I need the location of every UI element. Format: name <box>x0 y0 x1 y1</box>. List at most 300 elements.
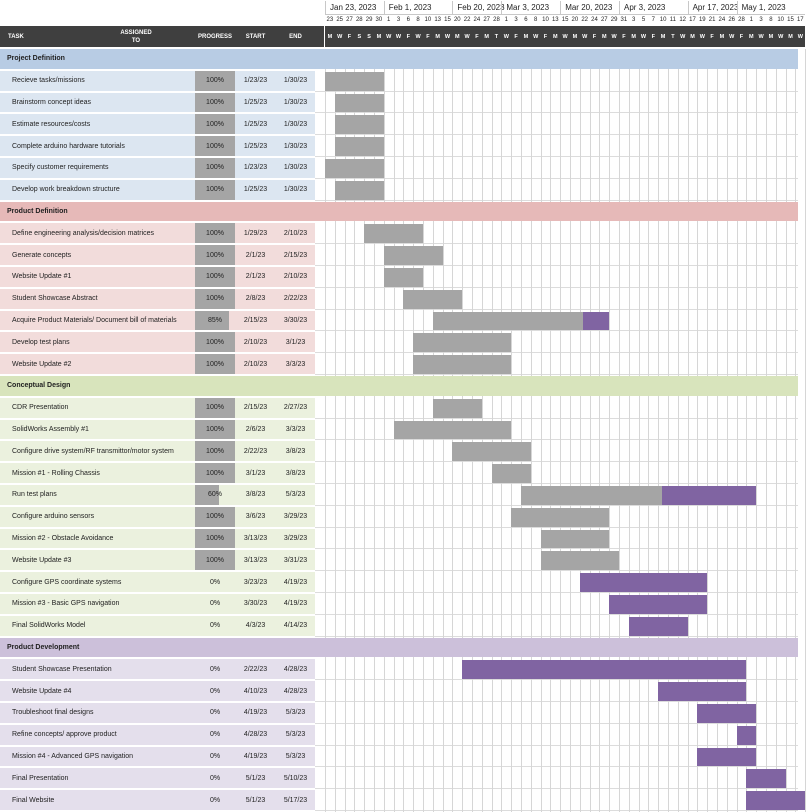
progress-value[interactable]: 100% <box>206 338 224 346</box>
task-name[interactable]: Configure drive system/RF transmittor/motor system <box>12 447 174 455</box>
end-date[interactable]: 3/8/23 <box>285 469 306 477</box>
date-number: 3 <box>396 17 401 23</box>
grid-line <box>315 156 798 157</box>
end-date[interactable]: 3/3/23 <box>285 425 306 433</box>
end-date[interactable]: 1/30/23 <box>283 98 308 106</box>
date-number: 6 <box>406 17 410 23</box>
date-number: 15 <box>444 17 451 23</box>
date-number: 3 <box>632 17 636 23</box>
date-number: 27 <box>483 17 491 23</box>
date-number: 17 <box>796 17 804 23</box>
gantt-bar-complete[interactable] <box>335 94 384 113</box>
grid-column-line <box>619 49 620 812</box>
grid-line <box>315 374 798 375</box>
weekday-letter: M <box>768 34 774 40</box>
progress-value[interactable]: 100% <box>206 425 224 433</box>
start-date[interactable]: 1/25/23 <box>243 98 268 106</box>
date-number: 7 <box>651 17 655 23</box>
weekday-letter: M <box>484 34 489 40</box>
grid-line <box>315 91 798 92</box>
date-number: 22 <box>463 17 471 23</box>
gantt-bar-complete[interactable] <box>384 246 443 265</box>
gantt-bar-complete[interactable] <box>335 181 384 200</box>
grid-line <box>315 527 798 528</box>
progress-value[interactable]: 0% <box>209 774 221 782</box>
weekday-letter: W <box>533 34 539 40</box>
date-number: 24 <box>718 17 726 23</box>
weekday-letter: W <box>640 34 647 40</box>
task-name[interactable]: Final Website <box>12 796 55 804</box>
grid-column-line <box>629 49 630 812</box>
start-date[interactable]: 2/22/23 <box>243 447 268 455</box>
end-date[interactable]: 2/27/23 <box>283 404 308 412</box>
start-date[interactable]: 5/1/23 <box>245 796 266 804</box>
gantt-bar-complete[interactable] <box>413 333 511 352</box>
end-date[interactable]: 3/3/23 <box>285 360 306 368</box>
weekday-letter: M <box>660 34 666 40</box>
progress-value[interactable]: 60% <box>207 491 222 499</box>
weekday-letter: M <box>690 34 695 40</box>
end-date[interactable]: 5/17/23 <box>283 796 308 804</box>
progress-value[interactable]: 100% <box>206 360 224 368</box>
start-date[interactable]: 2/10/23 <box>243 360 268 368</box>
progress-value[interactable]: 100% <box>206 534 224 542</box>
grid-column-line <box>531 49 532 812</box>
month-label: Feb 20, 2023 <box>452 1 501 15</box>
task-name[interactable]: Estimate resources/costs <box>12 120 91 128</box>
start-date[interactable]: 2/8/23 <box>245 295 266 303</box>
end-date[interactable]: 1/30/23 <box>283 77 308 85</box>
progress-value[interactable]: 0% <box>209 622 221 630</box>
gantt-bar-complete[interactable] <box>433 312 583 331</box>
progress-value[interactable]: 100% <box>206 556 224 564</box>
weekday-letter: F <box>475 34 479 40</box>
date-number: 10 <box>777 17 785 23</box>
date-number: 15 <box>561 17 569 23</box>
weekday-letter: M <box>748 34 754 40</box>
start-date[interactable]: 1/25/23 <box>243 120 268 128</box>
gantt-bar-complete[interactable] <box>452 442 530 461</box>
start-date[interactable]: 2/1/23 <box>245 273 266 281</box>
start-date[interactable]: 4/10/23 <box>243 687 268 695</box>
gantt-bar-complete[interactable] <box>394 421 512 440</box>
progress-value[interactable]: 100% <box>206 186 224 194</box>
gantt-bar-complete[interactable] <box>335 137 384 156</box>
start-date[interactable]: 2/15/23 <box>243 404 268 412</box>
date-number: 25 <box>336 17 344 23</box>
month-label: May 1, 2023 <box>737 1 806 15</box>
weekday-letter: F <box>739 34 744 40</box>
task-name[interactable]: Mission #1 - Rolling Chassis <box>12 469 100 477</box>
end-date[interactable]: 5/10/23 <box>283 774 308 782</box>
grid-line <box>315 679 798 680</box>
start-date[interactable]: 4/28/23 <box>243 731 268 739</box>
weekday-letter: F <box>651 34 655 40</box>
weekday-letter: F <box>514 34 518 40</box>
month-label: Mar 3, 2023 <box>501 1 560 15</box>
grid-column-line <box>648 49 649 812</box>
start-date[interactable]: 5/1/23 <box>245 774 266 782</box>
weekday-letter: W <box>444 34 451 40</box>
weekday-letter: M <box>552 34 558 40</box>
task-name[interactable]: Website Update #2 <box>12 360 72 368</box>
task-name[interactable]: Website Update #3 <box>12 556 72 564</box>
start-date[interactable]: 1/23/23 <box>243 164 268 172</box>
progress-value[interactable]: 100% <box>206 469 224 477</box>
weekday-letter: M <box>376 34 382 40</box>
weekday-letter: M <box>327 34 333 40</box>
grid-column-line <box>560 49 561 812</box>
weekday-letter: W <box>582 34 588 40</box>
section-header[interactable]: Conceptual Design <box>0 376 798 396</box>
progress-value[interactable]: 0% <box>209 578 221 586</box>
weekday-letter: M <box>435 34 440 40</box>
date-number: 28 <box>493 17 500 23</box>
task-name[interactable]: Mission #4 - Advanced GPS navigation <box>12 752 134 760</box>
task-name[interactable]: Configure GPS coordinate systems <box>12 578 122 586</box>
date-number: 11 <box>669 17 677 23</box>
weekday-letter: M <box>719 34 725 40</box>
end-date[interactable]: 4/19/23 <box>283 578 308 586</box>
start-date[interactable]: 1/25/23 <box>243 142 268 150</box>
weekday-letter: F <box>347 34 352 40</box>
weekday-letter: M <box>572 34 578 40</box>
grid-column-line <box>541 49 542 812</box>
weekday-letter: F <box>406 34 410 40</box>
progress-value[interactable]: 0% <box>209 709 221 717</box>
end-date[interactable]: 3/31/23 <box>283 556 308 564</box>
date-number: 26 <box>728 17 736 23</box>
grid-line <box>315 418 798 419</box>
header-end: END <box>276 26 315 47</box>
date-number: 28 <box>738 17 745 23</box>
end-date[interactable]: 3/30/23 <box>283 316 308 324</box>
grid-line <box>315 352 798 353</box>
start-date[interactable]: 4/19/23 <box>243 752 268 760</box>
end-date[interactable]: 5/3/23 <box>285 731 306 739</box>
grid-line <box>315 287 798 288</box>
date-number: 21 <box>708 17 716 23</box>
grid-column-line <box>580 49 581 812</box>
month-label: Mar 20, 2023 <box>560 1 619 15</box>
date-number: 30 <box>375 17 383 23</box>
end-date[interactable]: 4/19/23 <box>283 600 308 608</box>
weekday-letter: F <box>592 34 597 40</box>
month-label: Jan 23, 2023 <box>325 1 384 15</box>
header-progress: PROGRESS <box>195 26 235 47</box>
gantt-bar-complete[interactable] <box>541 530 610 549</box>
grid-line <box>315 178 798 179</box>
progress-value[interactable]: 100% <box>206 404 224 412</box>
gantt-bar-complete[interactable] <box>403 290 462 309</box>
date-number: 24 <box>591 17 598 23</box>
weekday-letter: M <box>631 34 636 40</box>
grid-line <box>315 483 798 484</box>
grid-column-line <box>384 49 385 812</box>
grid-line <box>315 200 798 201</box>
section-header[interactable]: Product Definition <box>0 202 798 222</box>
date-number: 27 <box>600 17 608 23</box>
weekday-letter: F <box>426 34 430 40</box>
end-date[interactable]: 2/10/23 <box>283 229 308 237</box>
grid-line <box>315 439 798 440</box>
task-name[interactable]: Run test plans <box>12 491 57 499</box>
date-number: 8 <box>534 17 538 23</box>
task-name[interactable]: Specify customer requirements <box>12 164 109 172</box>
task-name[interactable]: Mission #3 - Basic GPS navigation <box>12 600 120 608</box>
progress-value[interactable]: 100% <box>206 513 224 521</box>
end-date[interactable]: 2/22/23 <box>283 295 308 303</box>
month-label: Apr 3, 2023 <box>619 1 688 15</box>
header-assigned-to: ASSIGNED TO <box>118 27 154 46</box>
date-number: 29 <box>610 17 618 23</box>
grid-line <box>315 505 798 506</box>
weekday-letter: F <box>622 34 626 40</box>
weekday-letter: T <box>494 34 499 40</box>
progress-value[interactable]: 0% <box>209 600 221 608</box>
grid-line <box>315 548 798 549</box>
grid-line <box>315 701 798 702</box>
grid-column-line <box>550 49 551 812</box>
date-number: 24 <box>473 17 481 23</box>
end-date[interactable]: 4/28/23 <box>283 665 308 673</box>
grid-column-line <box>746 49 747 812</box>
end-date[interactable]: 5/3/23 <box>285 491 306 499</box>
start-date[interactable]: 4/19/23 <box>243 709 268 717</box>
grid-column-line <box>786 49 787 812</box>
gantt-bar-remaining[interactable] <box>580 573 707 592</box>
end-date[interactable]: 3/29/23 <box>283 513 308 521</box>
grid-line <box>315 112 798 113</box>
date-number: 8 <box>769 17 773 23</box>
gantt-bar-remaining[interactable] <box>583 312 609 331</box>
gantt-bar-complete[interactable] <box>521 486 662 505</box>
start-date[interactable]: 1/23/23 <box>243 77 268 85</box>
section-header[interactable]: Project Definition <box>0 49 798 69</box>
grid-line <box>315 461 798 462</box>
grid-column-line <box>609 49 610 812</box>
task-name[interactable]: Website Update #1 <box>12 273 72 281</box>
progress-value[interactable]: 100% <box>206 229 224 237</box>
progress-value[interactable]: 100% <box>206 295 224 303</box>
gantt-bar-remaining[interactable] <box>629 617 688 636</box>
grid-column-line <box>521 49 522 812</box>
progress-value[interactable]: 85% <box>207 316 222 324</box>
weekday-letter: W <box>562 34 568 40</box>
end-date[interactable]: 4/28/23 <box>283 687 308 695</box>
date-number: 13 <box>434 17 442 23</box>
task-name[interactable]: Final Presentation <box>12 774 69 782</box>
progress-value[interactable]: 0% <box>209 665 221 673</box>
section-header[interactable]: Product Development <box>0 638 798 658</box>
gantt-bar-remaining[interactable] <box>697 748 756 767</box>
gantt-bar-complete[interactable] <box>335 115 384 134</box>
grid-column-line <box>795 49 796 812</box>
progress-value[interactable]: 0% <box>209 731 221 739</box>
date-number: 15 <box>787 17 794 23</box>
grid-column-line <box>776 49 777 812</box>
task-name[interactable]: Brainstorm concept ideas <box>12 98 91 106</box>
grid-column-line <box>590 49 591 812</box>
gantt-bar-remaining[interactable] <box>746 769 785 788</box>
weekday-letter: W <box>729 34 735 40</box>
progress-value[interactable]: 100% <box>206 273 224 281</box>
task-name[interactable]: Website Update #4 <box>12 687 72 695</box>
date-number: 12 <box>679 17 687 23</box>
date-number: 10 <box>659 17 667 23</box>
progress-value[interactable]: 100% <box>206 120 224 128</box>
month-label: Apr 17, 2023 <box>688 1 737 15</box>
grid-column-line <box>599 49 600 812</box>
gantt-bar-complete[interactable] <box>511 508 609 527</box>
task-name[interactable]: Student Showcase Abstract <box>12 295 98 303</box>
grid-line <box>315 723 798 724</box>
task-name[interactable]: Complete arduino hardware tutorials <box>12 142 125 150</box>
gantt-bar-complete[interactable] <box>384 268 423 287</box>
task-name[interactable]: Mission #2 - Obstacle Avoidance <box>12 534 114 542</box>
gantt-bar-complete[interactable] <box>433 399 482 418</box>
grid-line <box>315 592 798 593</box>
date-number: 3 <box>759 17 763 23</box>
end-date[interactable]: 3/1/23 <box>285 338 306 346</box>
weekday-letter: W <box>503 34 509 40</box>
progress-value[interactable]: 100% <box>206 164 224 172</box>
grid-line <box>315 788 798 789</box>
progress-value[interactable]: 0% <box>209 796 221 804</box>
grid-line <box>315 309 798 310</box>
grid-column-line <box>511 49 512 812</box>
task-name[interactable]: Recieve tasks/missions <box>12 77 85 85</box>
end-date[interactable]: 3/8/23 <box>285 447 306 455</box>
end-date[interactable]: 2/15/23 <box>283 251 308 259</box>
progress-value[interactable]: 100% <box>206 447 224 455</box>
weekday-letter: M <box>601 34 607 40</box>
gantt-bar-complete[interactable] <box>325 159 384 178</box>
start-date[interactable]: 2/22/23 <box>243 665 268 673</box>
gantt-bar-remaining[interactable] <box>609 595 707 614</box>
gantt-bar-remaining[interactable] <box>737 726 757 745</box>
task-name[interactable]: CDR Presentation <box>12 404 69 412</box>
start-date[interactable]: 2/10/23 <box>243 338 268 346</box>
grid-line <box>315 614 798 615</box>
progress-value[interactable]: 100% <box>206 77 224 85</box>
weekday-letter: W <box>778 34 784 40</box>
weekday-letter: S <box>367 34 371 40</box>
weekday-letter: W <box>611 34 617 40</box>
end-date[interactable]: 1/30/23 <box>283 120 308 128</box>
weekday-letter: S <box>357 34 362 40</box>
end-date[interactable]: 1/30/23 <box>283 186 308 194</box>
date-number: 23 <box>326 17 334 23</box>
end-date[interactable]: 1/30/23 <box>283 164 308 172</box>
date-number: 20 <box>453 17 461 23</box>
start-date[interactable]: 3/13/23 <box>243 534 268 542</box>
start-date[interactable]: 3/8/23 <box>245 491 266 499</box>
task-name[interactable]: Generate concepts <box>12 251 72 259</box>
grid-line <box>315 330 798 331</box>
gantt-bar-remaining[interactable] <box>462 660 746 679</box>
start-date[interactable]: 3/6/23 <box>245 513 266 521</box>
end-date[interactable]: 2/10/23 <box>283 273 308 281</box>
date-number: 28 <box>355 17 363 23</box>
end-date[interactable]: 5/3/23 <box>285 752 306 760</box>
gantt-bar-complete[interactable] <box>325 72 384 91</box>
task-name[interactable]: Configure arduino sensors <box>12 513 95 521</box>
progress-value[interactable]: 100% <box>206 142 224 150</box>
gantt-bar-remaining[interactable] <box>658 682 746 701</box>
progress-value[interactable]: 0% <box>209 752 221 760</box>
weekday-letter: W <box>699 34 705 40</box>
start-date[interactable]: 2/15/23 <box>243 316 268 324</box>
date-number: 10 <box>424 17 432 23</box>
start-date[interactable]: 1/29/23 <box>243 229 268 237</box>
task-name[interactable]: Develop work breakdown structure <box>12 186 120 194</box>
task-name[interactable]: Troubleshoot final designs <box>12 709 94 717</box>
start-date[interactable]: 4/3/23 <box>245 622 266 630</box>
end-date[interactable]: 3/29/23 <box>283 534 308 542</box>
gantt-bar-complete[interactable] <box>364 224 423 243</box>
task-name[interactable]: SolidWorks Assembly #1 <box>12 425 89 433</box>
task-name[interactable]: Acquire Product Materials/ Document bill of materials <box>12 316 177 324</box>
date-number: 29 <box>365 17 373 23</box>
grid-line <box>315 766 798 767</box>
task-name[interactable]: Refine concepts/ approve product <box>12 731 117 739</box>
start-date[interactable]: 1/25/23 <box>243 186 268 194</box>
end-date[interactable]: 4/14/23 <box>283 622 308 630</box>
weekday-letter: W <box>758 34 764 40</box>
grid-line <box>315 745 798 746</box>
date-number: 8 <box>416 17 420 23</box>
grid-column-line <box>639 49 640 812</box>
header-task: TASK <box>8 26 68 47</box>
end-date[interactable]: 1/30/23 <box>283 142 308 150</box>
gantt-bar-complete[interactable] <box>541 551 619 570</box>
gantt-bar-complete[interactable] <box>492 464 531 483</box>
weekday-letter: T <box>671 34 675 40</box>
task-name[interactable]: Define engineering analysis/decision matrices <box>12 229 155 237</box>
weekday-letter: W <box>415 34 421 40</box>
grid-line <box>315 265 798 266</box>
grid-column-line <box>766 49 767 812</box>
progress-value[interactable]: 100% <box>206 251 224 259</box>
task-name[interactable]: Develop test plans <box>12 338 70 346</box>
weekday-letter: W <box>797 34 803 40</box>
gantt-bar-remaining[interactable] <box>662 486 756 505</box>
start-date[interactable]: 3/1/23 <box>245 469 266 477</box>
gantt-bar-remaining[interactable] <box>746 791 805 810</box>
grid-line <box>315 570 798 571</box>
date-number: 17 <box>689 17 696 23</box>
gantt-bar-complete[interactable] <box>413 355 511 374</box>
task-name[interactable]: Student Showcase Presentation <box>12 665 112 673</box>
weekday-letter: W <box>386 34 392 40</box>
start-date[interactable]: 2/6/23 <box>245 425 266 433</box>
gantt-bar-remaining[interactable] <box>697 704 756 723</box>
progress-value[interactable]: 100% <box>206 98 224 106</box>
start-date[interactable]: 2/1/23 <box>245 251 266 259</box>
grid-line <box>315 636 798 637</box>
date-number: 1 <box>504 17 508 23</box>
start-date[interactable]: 3/23/23 <box>243 578 268 586</box>
grid-line <box>315 810 798 811</box>
start-date[interactable]: 3/13/23 <box>243 556 268 564</box>
weekday-letter: M <box>788 34 793 40</box>
start-date[interactable]: 3/30/23 <box>243 600 268 608</box>
task-name[interactable]: Final SolidWorks Model <box>12 622 86 630</box>
end-date[interactable]: 5/3/23 <box>285 709 306 717</box>
header-start: START <box>236 26 275 47</box>
progress-value[interactable]: 0% <box>209 687 221 695</box>
